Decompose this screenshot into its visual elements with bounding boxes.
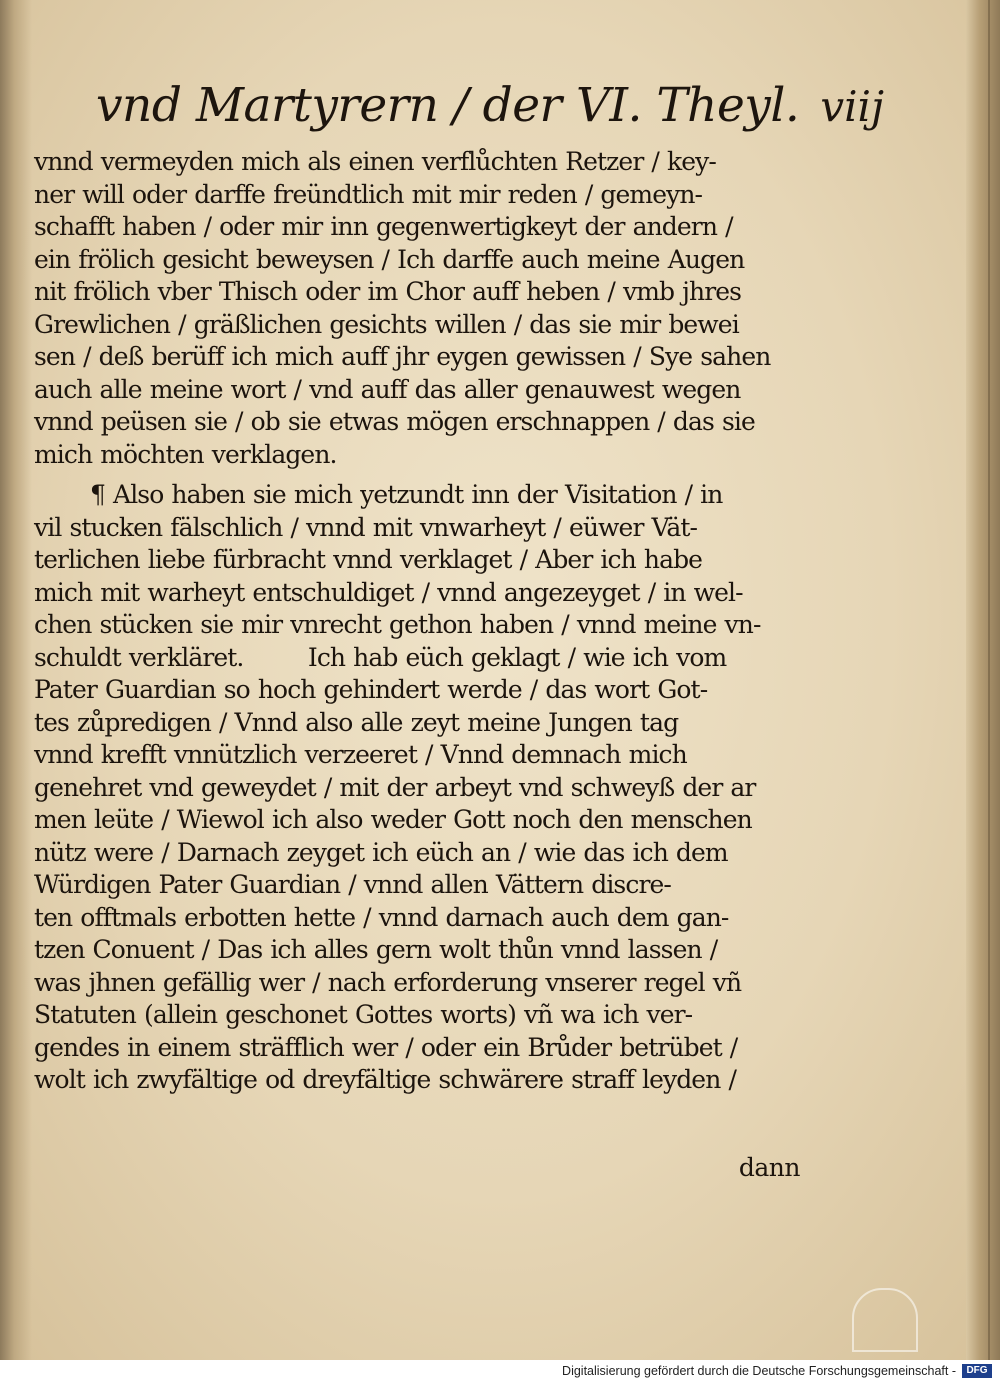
text-line: vnnd krefft vnnützlich verzeeret / Vnnd demnach mich bbox=[34, 740, 687, 769]
text-line: ner will oder darffe freündtlich mit mir reden / gemeyn- bbox=[34, 179, 703, 209]
text-line: vil stucken fälschlich / vnnd mit vnwarheyt / eüwer Vät- bbox=[34, 512, 698, 542]
text-line: vnnd vermeyden mich als einen verflůchten Retzer / key- bbox=[34, 147, 716, 176]
text-line: schafft haben / oder mir inn gegenwertigkeyt der andern / bbox=[34, 212, 733, 241]
text-line: sen / deß berüff ich mich auff jhr eygen gewissen / Sye sahen bbox=[34, 342, 771, 371]
body-text bbox=[34, 146, 804, 1097]
running-header: vnd Martyrern / der VI. Theyl. bbox=[96, 78, 800, 133]
page-gutter-shadow bbox=[0, 0, 32, 1360]
text-line: ten offtmals erbotten hette / vnnd darnach auch dem gan- bbox=[34, 902, 729, 932]
text-line: gendes in einem sträfflich wer / oder ein Brůder betrübet / bbox=[34, 1032, 738, 1062]
text-line: ¶ Also haben sie mich yetzundt inn der Visitation / in bbox=[90, 480, 723, 509]
page-clip-mark bbox=[852, 1288, 918, 1352]
text-line: Pater Guardian so hoch gehindert werde / das wort Got- bbox=[34, 675, 708, 704]
text-line: ein frölich gesicht beweysen / Ich darffe auch meine Augen bbox=[34, 244, 745, 274]
text-line: Würdigen Pater Guardian / vnnd allen Vättern discre- bbox=[34, 870, 671, 899]
dfg-logo: DFG bbox=[962, 1364, 992, 1378]
text-line: genehret vnd geweydet / mit der arbeyt vnd schweyß der ar bbox=[34, 772, 756, 802]
catchword: dann bbox=[738, 1153, 800, 1182]
text-line: Statuten (allein geschonet Gottes worts) vñ wa ich ver- bbox=[34, 1000, 693, 1029]
text-line: nütz were / Darnach zeyget ich eüch an / wie das ich dem bbox=[34, 837, 728, 867]
text-line: was jhnen gefällig wer / nach erforderung vnserer regel vñ bbox=[34, 967, 742, 997]
text-line: tzen Conuent / Das ich alles gern wolt thůn vnnd lassen / bbox=[34, 935, 718, 964]
text-line: vnnd peüsen sie / ob sie etwas mögen erschnappen / das sie bbox=[34, 407, 755, 436]
text-line: Grewlichen / gräßlichen gesichts willen / das sie mir bewei bbox=[34, 309, 739, 339]
text-line: chen stücken sie mir vnrecht gethon haben / vnnd meine vn- bbox=[34, 610, 761, 639]
text-line: nit frölich vber Thisch oder im Chor auff heben / vmb jhres bbox=[34, 277, 742, 306]
funding-credit: Digitalisierung gefördert durch die Deutsche Forschungsgemeinschaft - bbox=[562, 1364, 956, 1378]
text-line: tes zůpredigen / Vnnd also alle zeyt meine Jungen tag bbox=[34, 707, 679, 737]
text-line: auch alle meine wort / vnd auff das aller genauwest wegen bbox=[34, 374, 741, 404]
page-edge bbox=[966, 0, 1000, 1360]
footer-bar bbox=[0, 1360, 1000, 1384]
text-line: schuldt verkläret. Ich hab eüch geklagt / wie ich vom bbox=[34, 642, 727, 672]
text-line: men leüte / Wiewol ich also weder Gott noch den menschen bbox=[34, 805, 752, 834]
text-line: mich möchten verklagen. bbox=[34, 439, 337, 469]
folio-number: viij bbox=[820, 82, 884, 131]
text-line: wolt ich zwyfältige od dreyfältige schwärere straff leyden / bbox=[34, 1065, 736, 1094]
text-line: mich mit warheyt entschuldiget / vnnd angezeyget / in wel- bbox=[34, 577, 743, 607]
text-line: terlichen liebe fürbracht vnnd verklaget / Aber ich habe bbox=[34, 545, 703, 574]
